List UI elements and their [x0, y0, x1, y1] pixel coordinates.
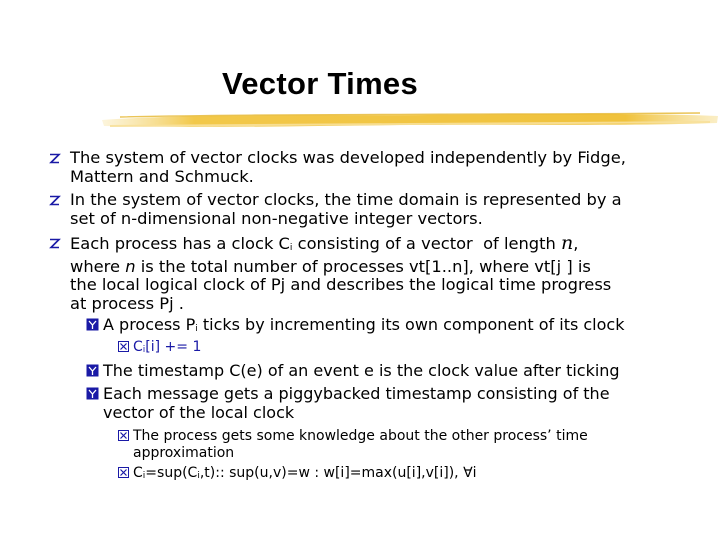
y-bullet-icon: [86, 318, 99, 331]
sub-sub-bullet-item: [133, 339, 201, 359]
y-bullet-icon: [86, 387, 99, 400]
z-bullet-icon: [48, 194, 61, 207]
x-bullet-icon: [118, 341, 129, 352]
italic-n: n: [561, 232, 574, 254]
x-bullet-icon: [118, 467, 129, 478]
subscript: i: [195, 324, 198, 334]
text-run: where: [70, 256, 126, 276]
bullet-line: [70, 234, 611, 258]
bullet-line: In the system of vector clocks, the time domain is represented by a: [70, 190, 622, 209]
text-run: i: [472, 465, 477, 481]
subscript: i: [289, 243, 293, 253]
z-bullet-icon: [48, 152, 61, 165]
sub-bullet-item: [103, 316, 624, 339]
sub-bullet-item: [103, 362, 620, 381]
text-run: is the total number of processes vt[1..n], where vt[j ] is: [135, 256, 591, 276]
sub-bullet-item: [103, 385, 610, 422]
text-run: ,t):: sup(u,v)=w : w[i]=max(u[i],v[i]),: [199, 465, 464, 481]
bullet-item: [70, 191, 622, 228]
bullet-line: [133, 339, 201, 359]
x-bullet-icon: [118, 430, 129, 441]
bullet-item: [70, 149, 626, 186]
bullet-line: The system of vector clocks was developed independently by Fidge,: [70, 148, 626, 167]
text-run: Each process has a clock C: [70, 234, 290, 253]
bullet-line: approximation: [133, 444, 235, 461]
text-run: consisting of a vector of length: [292, 234, 562, 253]
text-run: ,: [573, 234, 579, 253]
text-run: A process P: [103, 315, 196, 334]
bullet-line: The timestamp C(e) of an event e is the clock value after ticking: [103, 361, 620, 380]
subscript: i: [142, 345, 146, 355]
forall-symbol: ∀: [463, 465, 473, 481]
subscript: i: [197, 471, 200, 481]
text-run: [i] += 1: [145, 339, 202, 355]
sub-sub-bullet-item: [133, 428, 588, 461]
slide-title: Vector Times: [222, 66, 419, 101]
text-run: ticks by incrementing its own component of its clock: [197, 315, 625, 334]
bullet-line: the local logical clock of Pj and describes the logical time progress: [70, 275, 612, 295]
z-bullet-icon: [48, 237, 61, 250]
bullet-line: vector of the local clock: [103, 402, 295, 422]
bullet-line: [133, 465, 477, 485]
bullet-line: at process Pj .: [70, 293, 184, 313]
bullet-line: [70, 258, 611, 277]
italic-n: n: [125, 256, 136, 276]
text-run: C: [133, 339, 143, 355]
bullet-item: [70, 234, 611, 313]
bullet-line: [103, 316, 624, 339]
bullet-line: The process gets some knowledge about the other process’ time: [133, 428, 588, 444]
bullet-line: set of n-dimensional non-negative integer vectors.: [70, 208, 483, 228]
text-run: C: [133, 465, 143, 481]
text-run: =sup(C: [145, 465, 198, 481]
bullet-line: Each message gets a piggybacked timestamp consisting of the: [103, 384, 610, 403]
sub-sub-bullet-item: [133, 465, 477, 485]
y-bullet-icon: [86, 364, 99, 377]
bullet-line: Mattern and Schmuck.: [70, 166, 254, 186]
subscript: i: [142, 471, 146, 481]
